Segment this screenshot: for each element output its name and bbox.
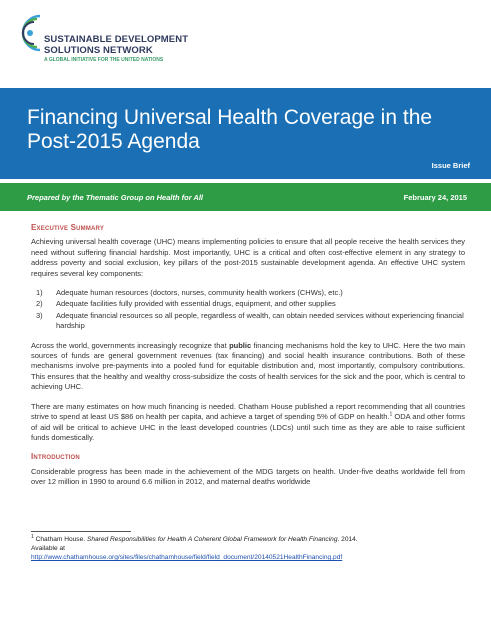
introduction-paragraph: Considerable progress has been made in the achievement of the MDG targets on health. Under-five deaths worldwide fell from over 12 million in 1990 to around 6.6 million in 2012, and maternal deaths worldwide <box>31 466 465 487</box>
public-financing-paragraph <box>31 341 465 393</box>
list-number: 1) <box>36 288 43 298</box>
footnote <box>31 535 465 562</box>
executive-summary-intro: Achieving universal health coverage (UHC) means implementing policies to ensure that all people receive the health services they need without suffering financial hardship. Most importantly, UHC is a critical and often cost-effective element in any strategy to address poverty and social exclusion, key pillars of the post-2015 sustainable development agenda. An effective UHC system requires several key components: <box>31 237 465 278</box>
logo-line-2: SOLUTIONS NETWORK <box>44 45 153 56</box>
list-number: 3) <box>36 310 43 320</box>
footnote-source: Chatham House. <box>35 536 86 543</box>
paragraph-text: financing mechanisms hold the key to UHC. Here the two main sources of funds are general government revenues (tax financing) and social health insurance contributions. Both of these mechanisms involve pre-payments into a pooled fund for equitable distribution and, most importantly, compulsory contributions. This ensures that the healthy and wealthy cross-subsidize the costs of health services for the sick and the poor, which is central to achieving UHC. <box>31 340 466 392</box>
main-content <box>31 223 465 497</box>
key-components-list <box>31 288 465 332</box>
prepared-by-text: Prepared by the Thematic Group on Health for All <box>27 193 203 202</box>
title-banner <box>0 88 491 179</box>
footnote-year: . 2014. <box>337 536 358 543</box>
list-text: Adequate financial resources so all people, regardless of wealth, can obtain needed services without experiencing financial hardship <box>56 310 464 331</box>
list-item <box>31 288 465 298</box>
sdsn-logo <box>6 6 206 76</box>
paragraph-text: Across the world, governments increasingly recognize that <box>31 340 230 350</box>
list-item <box>31 311 465 332</box>
footnote-link[interactable]: http://www.chathamhouse.org/sites/files/chathamhouse/field/field_document/20140521HealthFinancing.pdf <box>31 554 343 561</box>
footnote-ref[interactable]: 1 <box>389 411 393 418</box>
issue-brief-label: Issue Brief <box>431 161 470 170</box>
paragraph-text: There are many estimates on how much financing is needed. Chatham House published a report recommending that all countries strive to spend at least US $86 on health per capita, and achieve a target of spending 5% of GDP on health. <box>31 401 465 422</box>
executive-summary-heading: Executive Summary <box>31 223 105 232</box>
logo-tagline: A GLOBAL INITIATIVE FOR THE UNITED NATIONS <box>44 57 164 63</box>
introduction-heading: Introduction <box>31 452 80 462</box>
document-title: Financing Universal Health Coverage in the Post-2015 Agenda <box>27 106 433 153</box>
list-text: Adequate human resources (doctors, nurses, community health workers (CHWs), etc.) <box>56 288 343 298</box>
paragraph-text: ODA and other forms of aid will be critical to achieve UHC in the least developed countries (LDCs) until such time as they are able to raise sufficient funds domestically. <box>31 412 465 442</box>
footnote-divider <box>31 531 131 532</box>
prepared-by-bar <box>0 183 491 211</box>
emphasis-public: public <box>229 340 252 350</box>
logo-line-1: SUSTAINABLE DEVELOPMENT <box>44 34 189 45</box>
footnote-title: Shared Responsibilities for Health A Coherent Global Framework for Health Financing <box>86 536 338 543</box>
list-text: Adequate facilities fully provided with essential drugs, equipment, and other supplies <box>56 299 336 309</box>
document-date: February 24, 2015 <box>403 193 467 202</box>
sdsn-swirl-icon <box>6 6 46 68</box>
list-item <box>31 299 465 309</box>
list-number: 2) <box>36 299 43 309</box>
financing-estimates-paragraph <box>31 402 465 444</box>
footnote-available: Available at <box>31 545 65 552</box>
footnote-number: 1 <box>31 533 34 540</box>
